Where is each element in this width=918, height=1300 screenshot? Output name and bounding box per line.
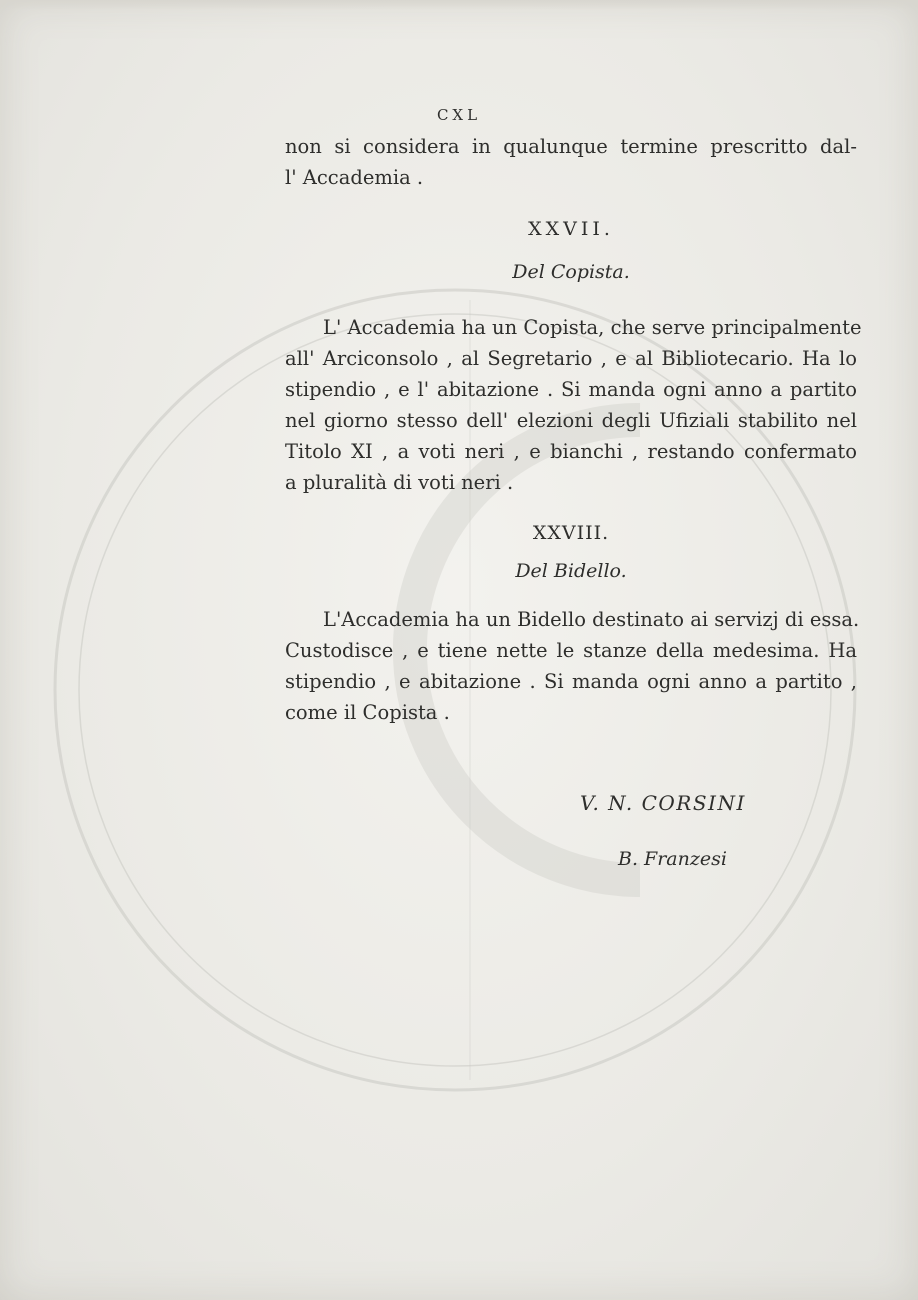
section-heading-bidello: XXVIII. (532, 522, 610, 544)
text-line: Titolo XI , a voti neri , e bianchi , restando confermato (285, 440, 857, 463)
text-line: a pluralità di voti neri . (285, 471, 514, 494)
text-line: Custodisce , e tiene nette le stanze della medesima. Ha (285, 639, 857, 662)
section-subheading-copista: Del Copista. (512, 261, 630, 283)
section-subheading-bidello: Del Bidello. (515, 560, 627, 582)
text-line: all' Arciconsolo , al Segretario , e al Bibliotecario. Ha lo (285, 347, 857, 370)
text-line: stipendio , e l' abitazione . Si manda ogni anno a partito (285, 378, 857, 401)
text-line: L' Accademia ha un Copista, che serve principalmente (323, 316, 862, 339)
paragraph-bidello (285, 604, 860, 728)
text-line: come il Copista . (285, 701, 450, 724)
signature-franzesi: B. Franzesi (618, 848, 727, 870)
text-line: nel giorno stesso dell' elezioni degli Ufiziali stabilito nel (285, 409, 857, 432)
text-line: non si considera in qualunque termine prescritto dal- (285, 135, 857, 158)
text-line: l' Accademia . (285, 166, 424, 189)
text-line: stipendio , e abitazione . Si manda ogni anno a partito , (285, 670, 857, 693)
section-heading-copista: XXVII. (528, 218, 614, 240)
signature-corsini: V. N. CORSINI (580, 791, 746, 815)
text-line: L'Accademia ha un Bidello destinato ai servizj di essa. (323, 608, 860, 631)
intro-paragraph (285, 131, 857, 193)
paragraph-copista (285, 312, 862, 498)
page-number: CXL (436, 106, 482, 124)
